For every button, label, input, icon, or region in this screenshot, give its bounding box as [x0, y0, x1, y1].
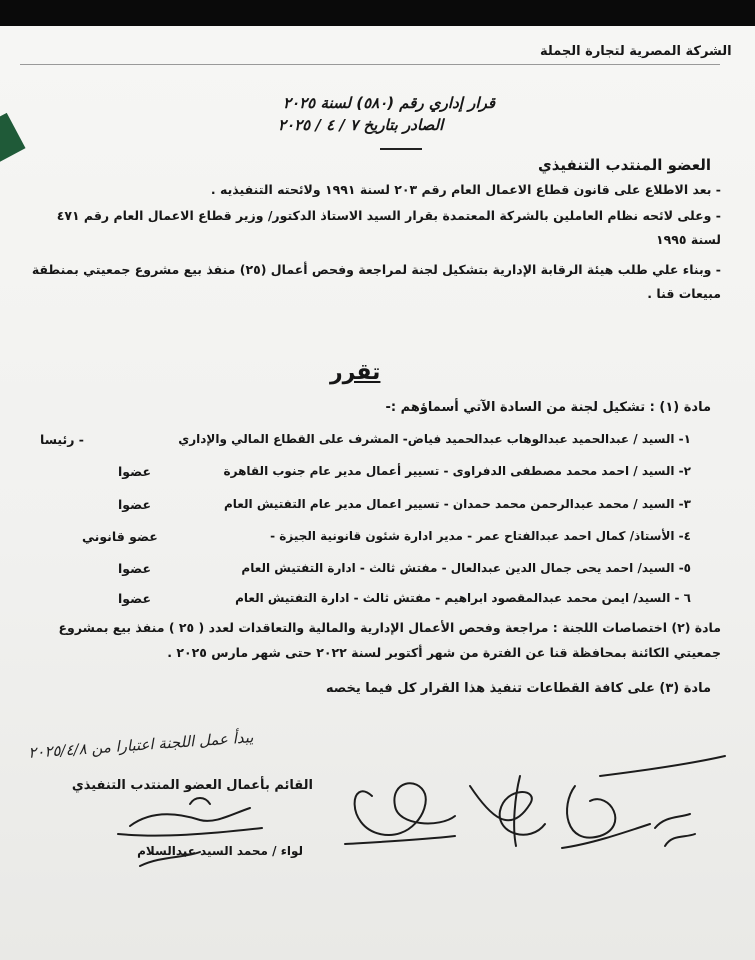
preamble-3: - وبناء علي طلب هيئة الرقابة الإدارية بتشكيل لجنة لمراجعة وفحص أعمال (٢٥) منفذ بيع مشروع جمعيتي بمنطقة مبيعات قنا .: [31, 262, 721, 301]
member-1: ١- السيد / عبدالحميد عبدالوهاب عبدالحميد فياض- المشرف على القطاع المالي والإداري: [178, 432, 691, 446]
company-name: الشركة المصرية لتجارة الجملة: [540, 44, 732, 59]
member-5-role: عضوا: [118, 561, 151, 576]
signature-3: [470, 786, 545, 835]
article-1: مادة (١) : تشكيل لجنة من السادة الآتي أسماؤهم :-: [385, 400, 711, 415]
signature-6: [140, 852, 200, 866]
signature-1b: [118, 828, 262, 836]
signature-2b: [345, 836, 455, 844]
decides-heading: تقرر: [330, 360, 381, 385]
signature-1c: [190, 798, 210, 804]
divider-dash: [380, 148, 422, 150]
general-name: لواء / محمد السيد عبدالسلام: [137, 844, 303, 858]
decree-document: [0, 26, 755, 960]
signature-2: [355, 783, 455, 835]
decree-date: الصادر بتاريخ ٧ / ٤ / ٢٠٢٥: [278, 116, 444, 134]
member-2: ٢- السيد / احمد محمد مصطفى الدفراوى - تسيير أعمال مدير عام جنوب القاهرة: [223, 464, 691, 478]
member-4-role: عضو قانوني: [82, 529, 158, 544]
signature-1: [130, 808, 250, 826]
preamble-2: - وعلى لائحه نظام العاملين بالشركة المعتمدة بقرار السيد الاستاذ الدكتور/ وزير قطاع الاعمال العام رقم ٤٧١ لسنة ١٩٩٥: [56, 208, 721, 247]
signature-5: [655, 814, 690, 828]
member-2-role: عضوا: [118, 464, 151, 479]
signature-4c: [562, 824, 650, 848]
article-2: مادة (٢) اختصاصات اللجنة : مراجعة وفحص الأعمال الإدارية والمالية والتعاقدات لعدد ( ٢٥ ) منفذ بيع بمشروع جمعيتي الكائنة بمحافظة قنا عن الفترة من شهر أكتوبر لسنة ٢٠٢٢ حتى شهر مارس ٢٠٢٥ .: [58, 620, 721, 660]
signature-4b: [600, 756, 725, 776]
member-3: ٣- السيد / محمد عبدالرحمن محمد حمدان - تسيير اعمال مدير عام التفتيش العام: [223, 497, 691, 511]
signature-5b: [665, 834, 695, 846]
signature-3b: [514, 776, 520, 846]
acting-signatory: القائم بأعمال العضو المنتدب التنفيذي: [71, 778, 313, 793]
header-rule: [20, 64, 720, 65]
member-6: ٦ - السيد/ ايمن محمد عبدالمقصود ابراهيم - مفتش ثالث - ادارة التفتيش العام: [235, 591, 691, 605]
member-1-role: - رئيسا: [40, 432, 84, 447]
article-3: مادة (٣) على كافة القطاعات تنفيذ هذا القرار كل فيما يخصه: [325, 681, 711, 696]
preamble-1: - بعد الاطلاع على قانون قطاع الاعمال العام رقم ٢٠٣ لسنة ١٩٩١ ولائحته التنفيذيه .: [210, 182, 721, 197]
member-3-role: عضوا: [118, 497, 151, 512]
signatures: [0, 716, 755, 876]
signature-4: [567, 786, 615, 838]
handwritten-start-note: يبدأ عمل اللجنة اعتبارا من ٢٠٢٥/٤/٨: [27, 728, 254, 762]
decree-number: قرار إداري رقم (٥٨٠) لسنة ٢٠٢٥: [283, 94, 496, 112]
folder-tab: [0, 113, 26, 163]
member-6-role: عضوا: [118, 591, 151, 606]
issuer-title: العضو المنتدب التنفيذي: [537, 156, 711, 174]
member-5: ٥- السيد/ احمد يحى جمال الدين عبدالعال - مفتش ثالث - ادارة التفتيش العام: [241, 561, 691, 575]
member-4: ٤- الأستاذ/ كمال احمد عبدالفتاح عمر - مدير ادارة شئون قانونية الجيزة -: [270, 529, 691, 543]
